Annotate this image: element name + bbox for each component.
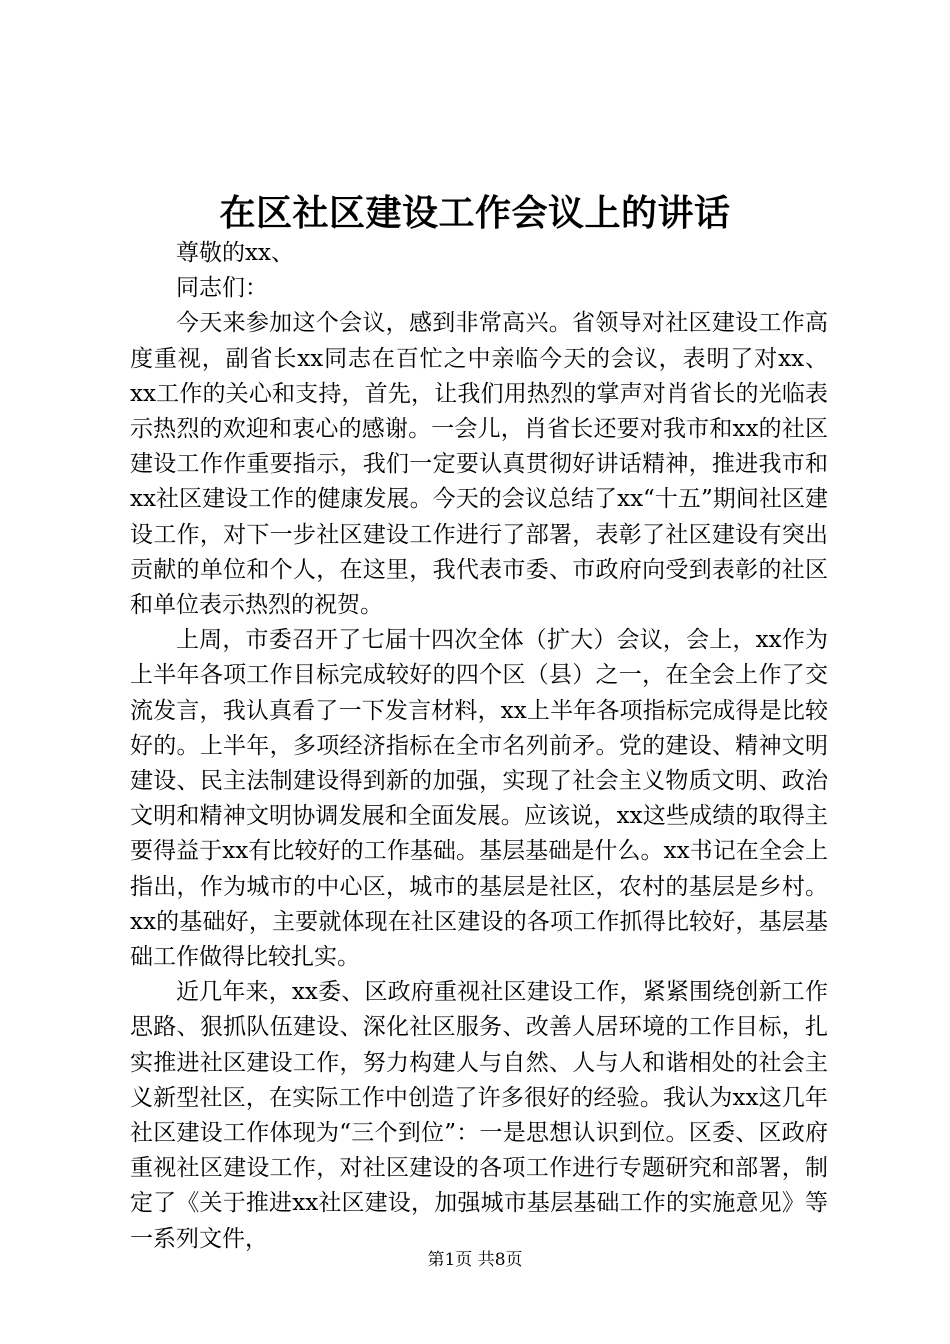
document-body [130,236,828,1257]
page-number-footer: 第1页 共8页 [427,1250,523,1270]
salutation-line: 尊敬的xx、 [176,240,294,266]
salutation-line: 同志们： [176,275,268,302]
body-paragraph: 近几年来，xx委、区政府重视社区建设工作，紧紧围绕创新工作思路、狠抓队伍建设、深化社区服务、改善人居环境的工作目标，扎实推进社区建设工作，努力构建人与自然、人与人和谐相处的社会主义新型社区，在实际工作中创造了许多很好的经验。我认为xx这几年社区建设工作体现为“三个到位”：一是思想认识到位。区委、区政府重视社区建设工作，对社区建设的各项工作进行专题研究和部署，制定了《关于推进xx社区建设，加强城市基层基础工作的实施意见》等一系列文件， [130,979,828,1252]
body-paragraph: 上周，市委召开了七届十四次全体（扩大）会议，会上，xx作为上半年各项工作目标完成较好的四个区（县）之一，在全会上作了交流发言，我认真看了一下发言材料，xx上半年各项指标完成得是比较好的。上半年，多项经济指标在全市名列前矛。党的建设、精神文明建设、民主法制建设得到新的加强，实现了社会主义物质文明、政治文明和精神文明协调发展和全面发展。应该说，xx这些成绩的取得主要得益于xx有比较好的工作基础。基层基础是什么。xx书记在全会上指出，作为城市的中心区，城市的基层是社区，农村的基层是乡村。xx的基础好，主要就体现在社区建设的各项工作抓得比较好，基层基础工作做得比较扎实。 [130,627,828,971]
document-title: 在区社区建设工作会议上的讲话 [219,192,731,234]
body-paragraph: 今天来参加这个会议，感到非常高兴。省领导对社区建设工作高度重视，副省长xx同志在百忙之中亲临今天的会议，表明了对xx、xx工作的关心和支持，首先，让我们用热烈的掌声对肖省长的光临表示热烈的欢迎和衷心的感谢。一会儿，肖省长还要对我市和xx的社区建设工作作重要指示，我们一定要认真贯彻好讲话精神，推进我市和xx社区建设工作的健康发展。今天的会议总结了xx“十五”期间社区建设工作，对下一步社区建设工作进行了部署，表彰了社区建设有突出贡献的单位和个人，在这里，我代表市委、市政府向受到表彰的社区和单位表示热烈的祝贺。 [130,310,828,619]
